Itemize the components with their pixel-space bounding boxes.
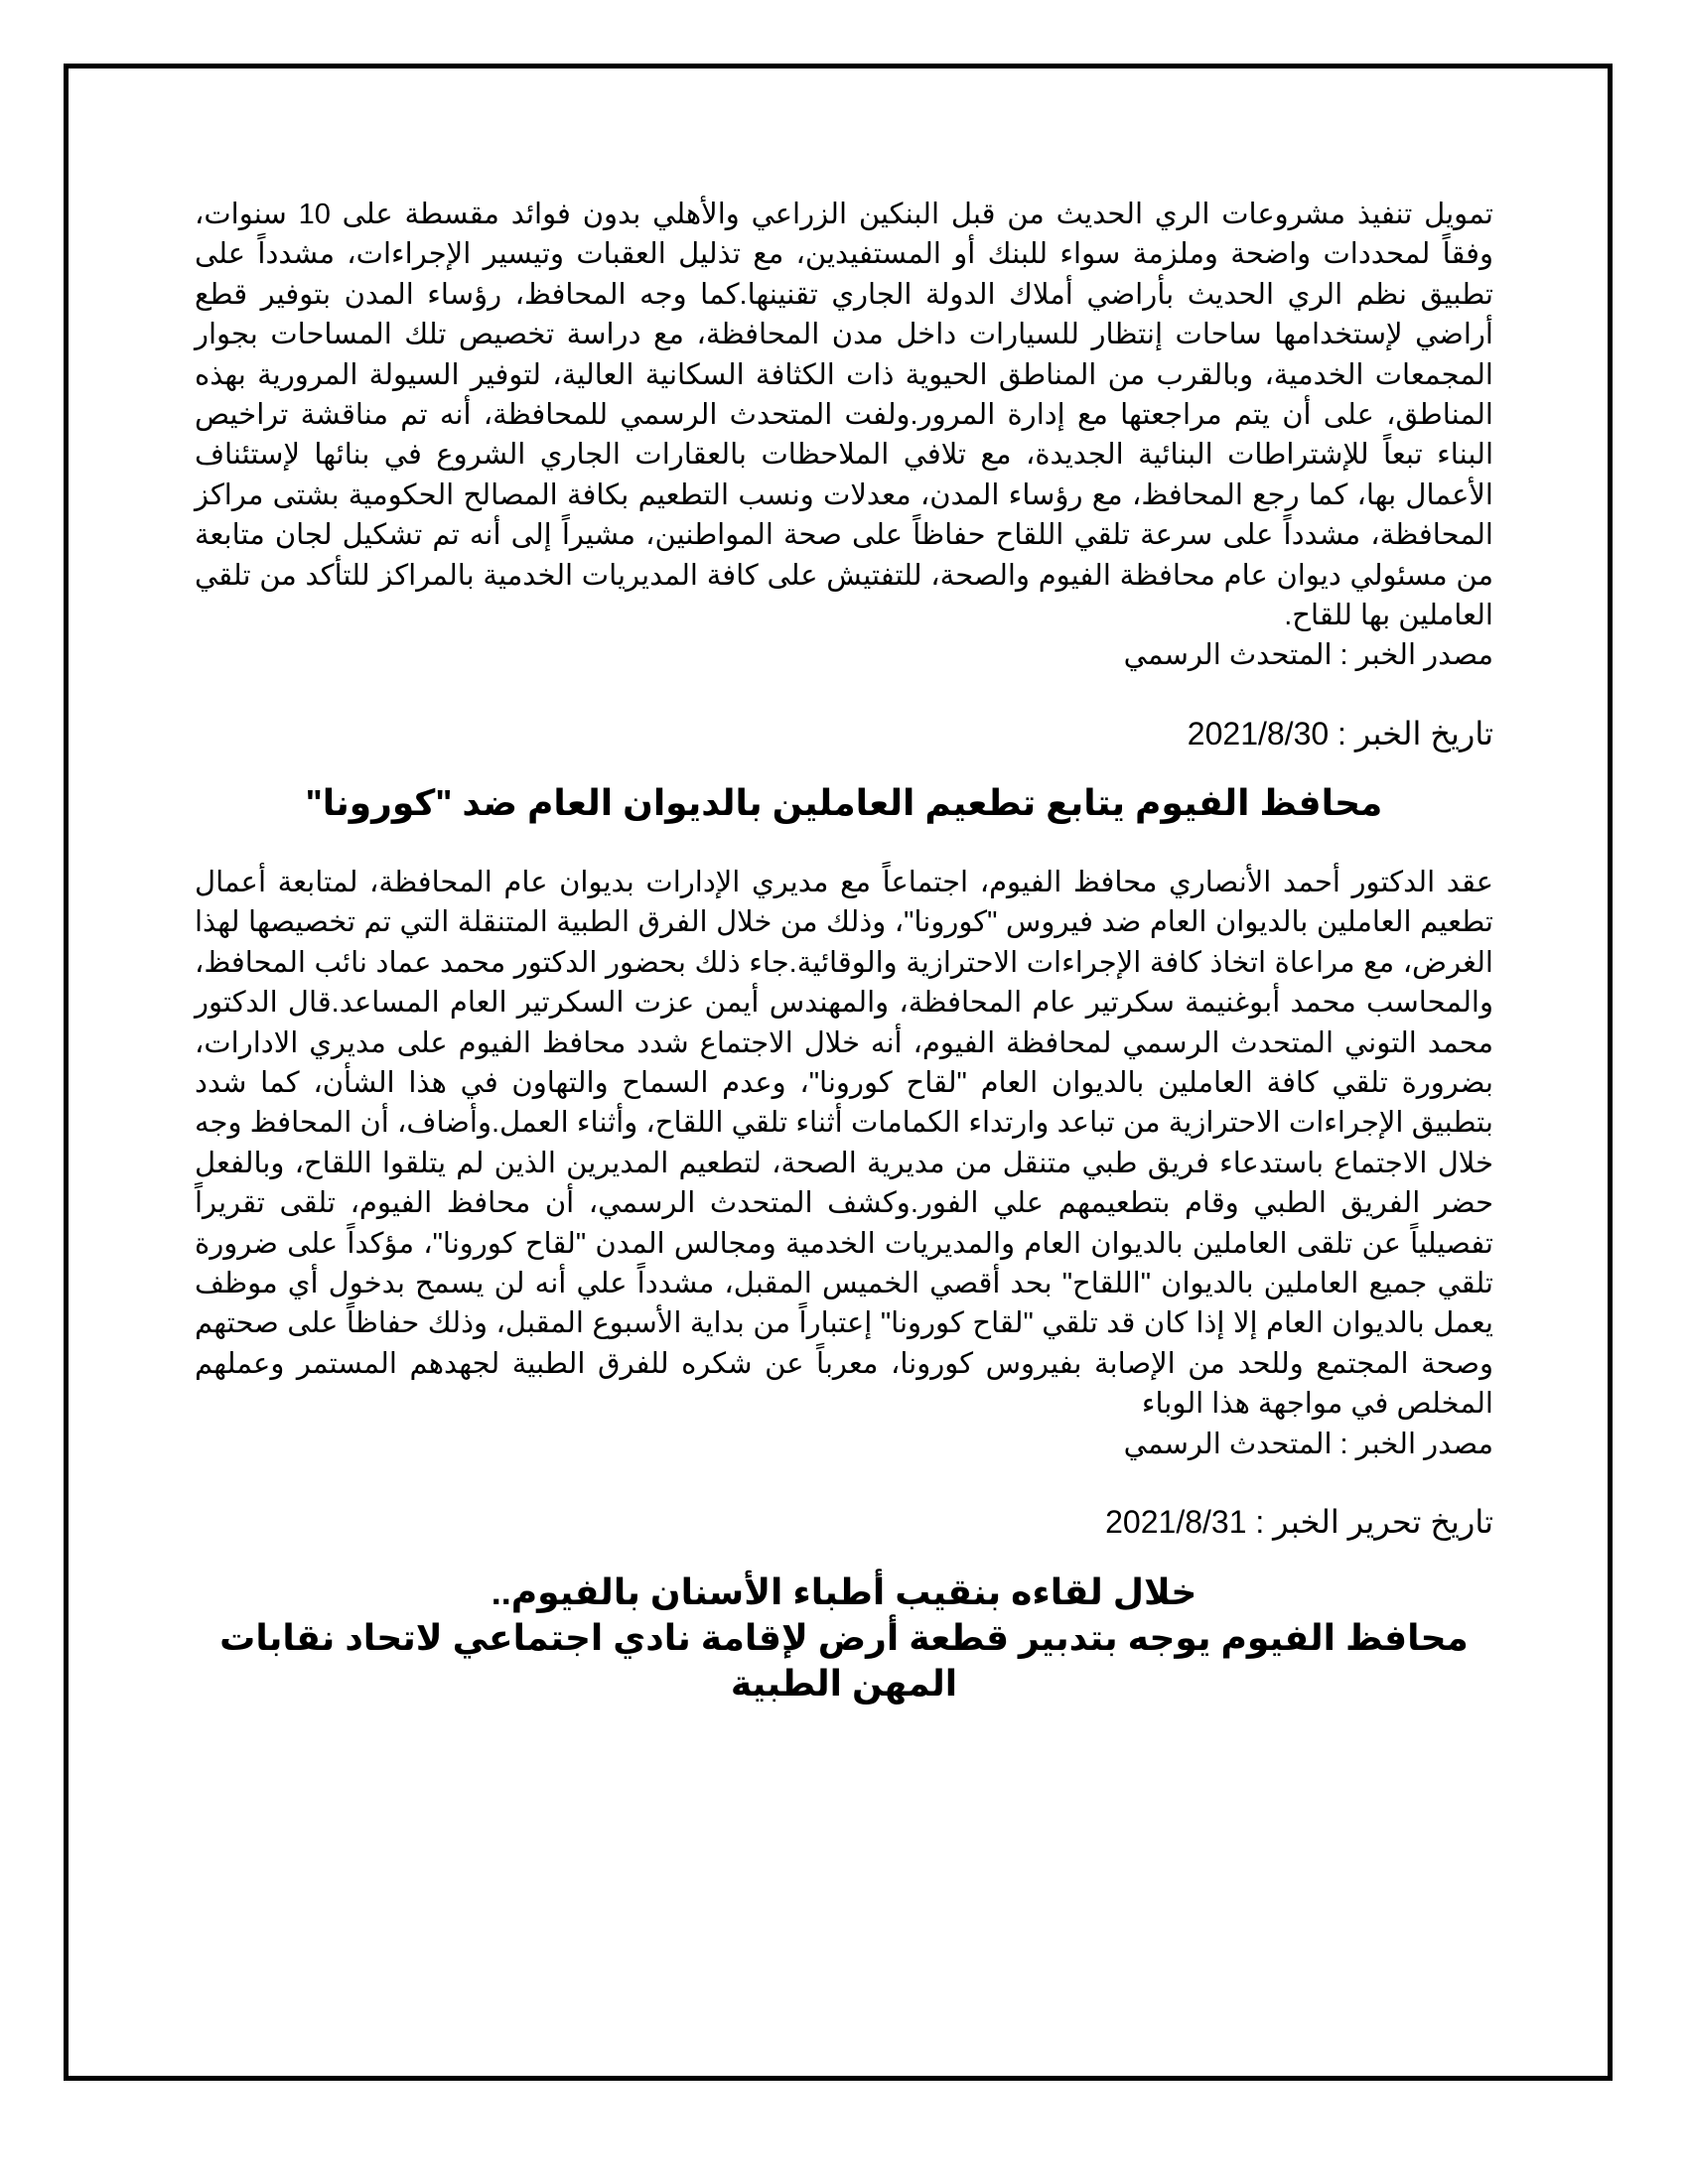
article2-source: مصدر الخبر : المتحدث الرسمي	[1123, 1428, 1493, 1460]
article2-body: عقد الدكتور أحمد الأنصاري محافظ الفيوم، اجتماعاً مع مديري الإدارات بديوان عام المحافظة، لمتابعة أعمال تطعيم العاملين بالديوان العام ضد فيروس "كورونا"، وذلك من خلال الفرق الطبية المتنقلة التي تم تخصيصها لهذا الغرض، مع مراعاة اتخاذ كافة الإجراءات الاحترازية والوقائية.جاء ذلك بحضور الدكتور محمد عماد نائب المحافظ، والمحاسب محمد أبوغنيمة سكرتير عام المحافظة، والمهندس أيمن عزت السكرتير العام المساعد.قال الدكتور محمد التوني المتحدث الرسمي لمحافظة الفيوم، أنه خلال الاجتماع شدد محافظ الفيوم على مديري الادارات، بضرورة تلقي كافة العاملين بالديوان العام "لقاح كورونا"، وعدم السماح والتهاون في هذا الشأن، كما شدد بتطبيق الإجراءات الاحترازية من تباعد وارتداء الكمامات أثناء تلقي اللقاح، وأثناء العمل.وأضاف، أن المحافظ وجه خلال الاجتماع باستدعاء فريق طبي متنقل من مديرية الصحة، لتطعيم المديرين الذين لم يتلقوا اللقاح، وبالفعل حضر الفريق الطبي وقام بتطعيمهم علي الفور.وكشف المتحدث الرسمي، أن محافظ الفيوم، تلقى تقريراً تفصيلياً عن تلقى العاملين بالديوان العام والمديريات الخدمية ومجالس المدن "لقاح كورونا"، مؤكداً على ضرورة تلقي جميع العاملين بالديوان "اللقاح" بحد أقصي الخميس المقبل، مشدداً علي أنه لن يسمح بدخول أي موظف يعمل بالديوان العام إلا إذا كان قد تلقي "لقاح كورونا" إعتباراً من بداية الأسبوع المقبل، وذلك حفاظاً على صحتهم وصحة المجتمع وللحد من الإصابة بفيروس كورونا، معرباً عن شكره للفرق الطبية لجهدهم المستمر وعملهم المخلص في مواجهة هذا الوباء	[195, 866, 1493, 1421]
article3-date: تاريخ تحرير الخبر : 2021/8/31	[1105, 1503, 1493, 1540]
article1-body: تمويل تنفيذ مشروعات الري الحديث من قبل البنكين الزراعي والأهلي بدون فوائد مقسطة على 10 سنوات، وفقاً لمحددات واضحة وملزمة سواء للبنك أو المستفيدين، مع تذليل العقبات وتيسير الإجراءات، مشدداً على تطبيق نظم الري الحديث بأراضي أملاك الدولة الجاري تقنينها.كما وجه المحافظ، رؤساء المدن بتوفير قطع أراضي لإستخدامها ساحات إنتظار للسيارات داخل مدن المحافظة، مع دراسة تخصيص تلك المساحات بجوار المجمعات الخدمية، وبالقرب من المناطق الحيوية ذات الكثافة السكانية العالية، لتوفير السيولة المرورية بهذه المناطق، على أن يتم مراجعتها مع إدارة المرور.ولفت المتحدث الرسمي للمحافظة، أنه تم مناقشة تراخيص البناء تبعاً للإشتراطات البنائية الجديدة، مع تلافي الملاحظات بالعقارات الجاري الشروع في بنائها لإستئناف الأعمال بها، كما رجع المحافظ، مع رؤساء المدن، معدلات ونسب التطعيم بكافة المصالح الحكومية بشتى مراكز المحافظة، مشدداً على سرعة تلقي اللقاح حفاظاً على صحة المواطنين، مشيراً إلى أنه تم تشكيل لجان متابعة من مسئولي ديوان عام محافظة الفيوم والصحة، للتفتيش على كافة المديريات الخدمية بالمراكز للتأكد من تلقي العاملين بها للقاح.	[195, 199, 1493, 632]
article1-source: مصدر الخبر : المتحدث الرسمي	[1123, 639, 1493, 672]
article2-title: محافظ الفيوم يتابع تطعيم العاملين بالديوان العام ضد "كورونا"	[305, 781, 1383, 823]
article2-date: تاريخ الخبر : 2021/8/30	[1187, 715, 1493, 751]
article3-title-line1: خلال لقاءه بنقيب أطباء الأسنان بالفيوم..	[491, 1570, 1197, 1612]
document-content	[195, 195, 1493, 1706]
article3-title-line2: محافظ الفيوم يوجه بتدبير قطعة أرض لإقامة نادي اجتماعي لاتحاد نقابات المهن الطبية	[219, 1616, 1469, 1704]
